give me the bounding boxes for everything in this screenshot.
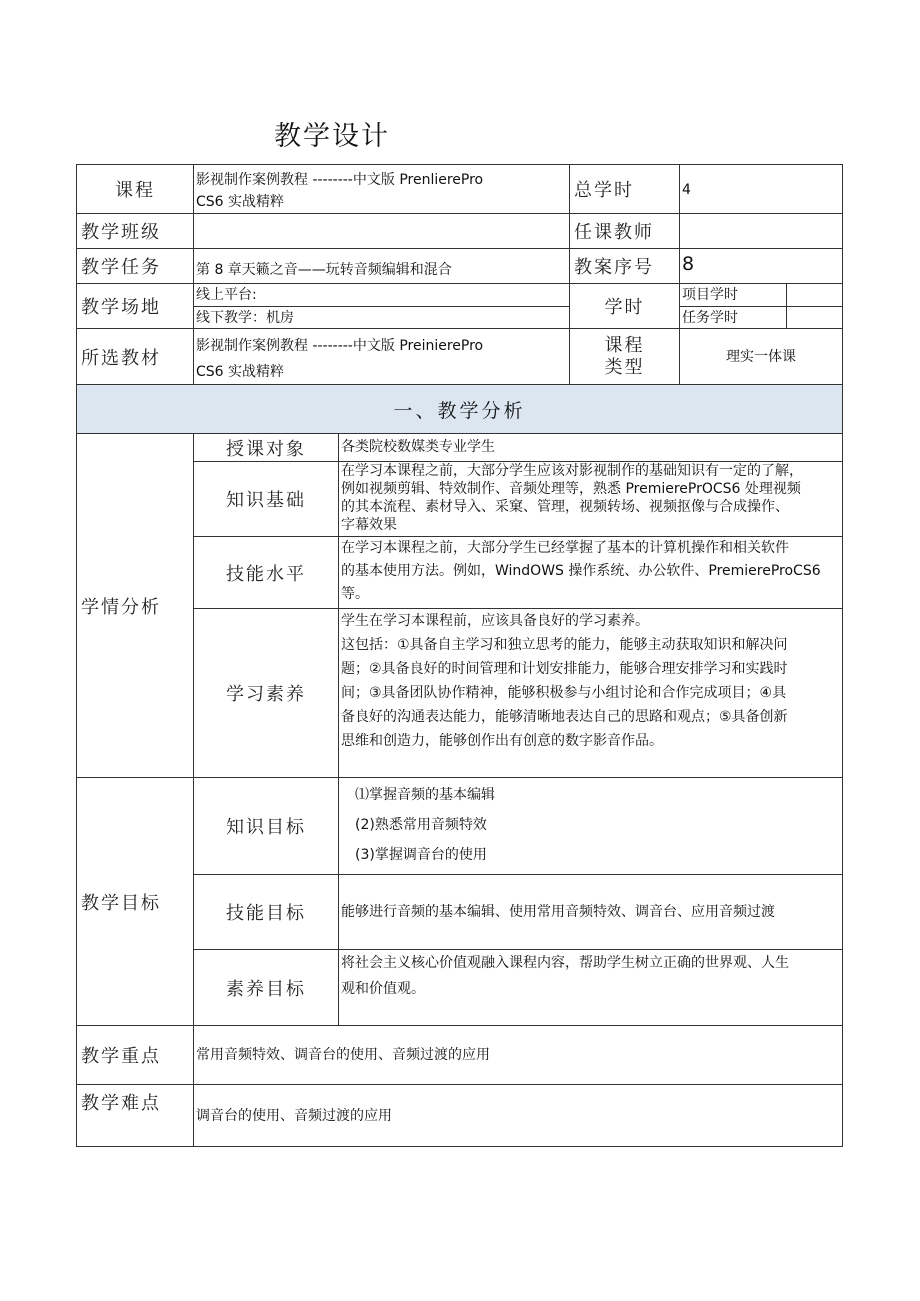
textbook-line2: CS6 实战精粹 (196, 364, 285, 380)
teacher-label: 任课教师 (569, 213, 680, 249)
learner-audience-line: 各类院校数媒类专业学生 (341, 439, 495, 455)
text-line: 间；③具备团队协作精神，能够积极参与小组讨论和合作完成项目；④具 (341, 685, 787, 701)
textbook-value (193, 328, 570, 385)
learner-analysis-label: 学情分析 (76, 433, 194, 778)
course-type-label-1: 课程 (604, 334, 645, 356)
key-points-label: 教学重点 (76, 1025, 194, 1085)
learner-knowledge-text (338, 461, 843, 537)
text-line: 在学习本课程之前，大部分学生应该对影视制作的基础知识有一定的了解， (341, 463, 803, 479)
difficulties-label: 教学难点 (76, 1084, 194, 1147)
section-title: 一、教学分析 (76, 384, 843, 434)
text-line: 这包括：①具备自主学习和独立思考的能力，能够主动获取知识和解决问 (341, 637, 788, 653)
quality-goal-label: 素养目标 (193, 949, 339, 1026)
text-line: 在学习本课程之前，大部分学生已经掌握了基本的计算机操作和相关软件 (341, 540, 789, 556)
learner-literacy-label: 学习素养 (193, 608, 339, 778)
teacher-value (679, 213, 843, 249)
quality-goal-text (338, 949, 843, 1026)
learner-skill-text (338, 536, 843, 609)
class-label: 教学班级 (76, 213, 194, 249)
learner-skill-label: 技能水平 (193, 536, 339, 609)
learner-knowledge-label: 知识基础 (193, 461, 339, 537)
teaching-goals-label: 教学目标 (76, 777, 194, 1026)
knowledge-goal-label: 知识目标 (193, 777, 339, 875)
text-line: 思维和创造力，能够创作出有创意的数字影音作品。 (341, 733, 663, 749)
task-hours-value (786, 306, 843, 329)
text-line: 将社会主义核心价值观融入课程内容，帮助学生树立正确的世界观、人生 (341, 955, 789, 971)
course-value-line2: CS6 实战精粹 (196, 194, 285, 210)
course-value (193, 164, 570, 214)
textbook-label: 所选教材 (76, 328, 194, 385)
course-type-label-2: 类型 (604, 356, 645, 378)
text-line: 学生在学习本课程前，应该具备良好的学习素养。 (341, 613, 649, 629)
knowledge-goal-item: (3)掌握调音台的使用 (355, 847, 487, 863)
textbook-line1: 影视制作案例教程 --------中文版 PreinierePro (196, 338, 484, 354)
task-value: 第 8 章天籁之音——玩转音频编辑和混合 (193, 248, 570, 284)
task-hours-label: 任务学时 (679, 306, 787, 329)
plan-no-value: 8 (679, 248, 843, 284)
hours-label: 学时 (569, 283, 680, 329)
lesson-design-table (76, 164, 843, 1147)
skill-goal-label: 技能目标 (193, 874, 339, 950)
learner-audience-text (338, 433, 843, 462)
knowledge-goal-list (338, 777, 843, 875)
venue-label: 教学场地 (76, 283, 194, 329)
task-label: 教学任务 (76, 248, 194, 284)
course-label: 课程 (76, 164, 194, 214)
project-hours-value (786, 283, 843, 307)
venue-online: 线上平台: (193, 283, 570, 307)
document-title: 教学设计 (274, 121, 390, 152)
total-hours-label: 总学时 (569, 164, 680, 214)
text-line: 的基本使用方法。例如，WindOWS 操作系统、办公软件、PremiereProCS6 (341, 563, 821, 579)
learner-audience-label: 授课对象 (193, 433, 339, 462)
course-value-line1: 影视制作案例教程 --------中文版 PrenlierePro (196, 172, 484, 188)
text-line: 的其本流程、素材导入、采窠、管理，视频转场、视频抠像与合成操作、 (341, 499, 789, 515)
project-hours-label: 项目学时 (679, 283, 787, 307)
text-line: 例如视频剪辑、特效制作、音频处理等，熟悉 PremierePrOCS6 处理视频 (341, 481, 801, 497)
venue-offline: 线下教学：机房 (193, 306, 570, 329)
total-hours-value: 4 (679, 164, 843, 214)
difficulties-text: 调音台的使用、音频过渡的应用 (193, 1084, 843, 1147)
text-line: 字幕效果 (341, 517, 397, 533)
plan-no-label: 教案序号 (569, 248, 680, 284)
course-type-label (569, 328, 680, 385)
text-line: 题；②具备良好的时间管理和计划安排能力，能够合理安排学习和实践时 (341, 661, 788, 677)
class-value (193, 213, 570, 249)
learner-literacy-text (338, 608, 843, 778)
course-type-value: 理实一体课 (679, 328, 843, 385)
skill-goal-text: 能够进行音频的基本编辑、使用常用音频特效、调音台、应用音频过渡 (338, 874, 843, 950)
key-points-text: 常用音频特效、调音台的使用、音频过渡的应用 (193, 1025, 843, 1085)
knowledge-goal-item: (2)熟悉常用音频特效 (355, 817, 487, 833)
text-line: 观和价值观。 (341, 981, 425, 997)
text-line: 备良好的沟通表达能力，能够清晰地表达自己的思路和观点；⑤具备创新 (341, 709, 788, 725)
knowledge-goal-item: ⑴掌握音频的基本编辑 (355, 787, 495, 803)
text-line: 等。 (341, 586, 369, 602)
